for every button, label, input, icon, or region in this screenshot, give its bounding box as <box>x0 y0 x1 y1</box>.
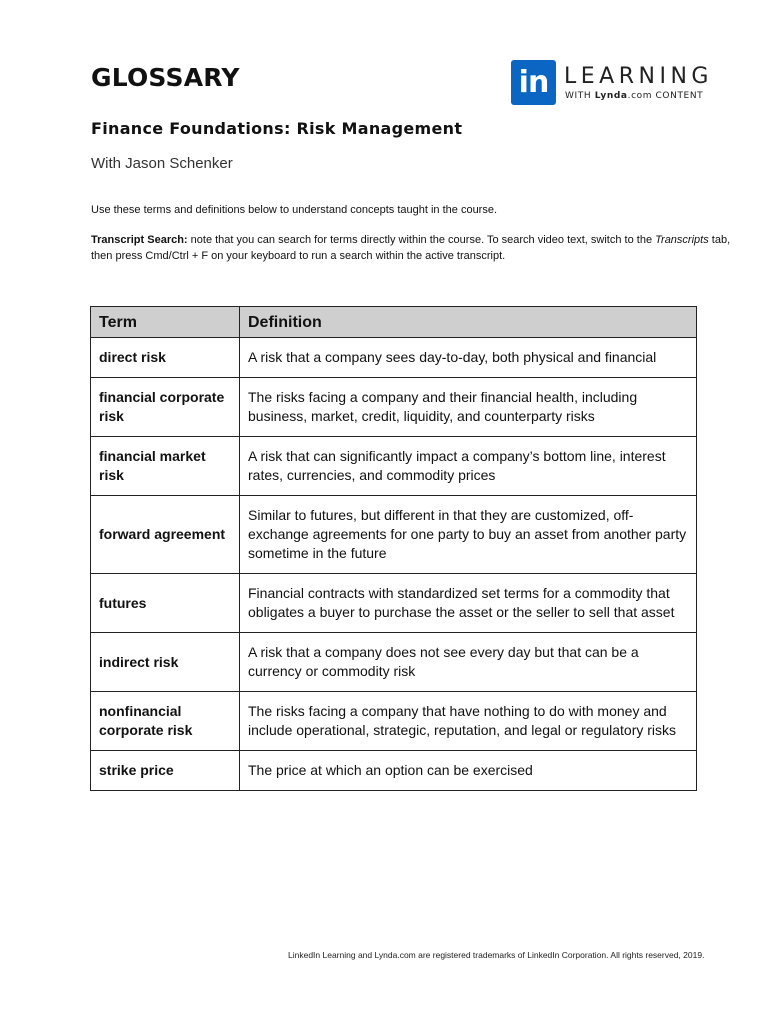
definition-cell: The risks facing a company and their financial health, including business, market, credit, liquidity, and counterparty risks <box>240 378 697 437</box>
transcript-text-before: note that you can search for terms directly within the course. To search video text, switch to the <box>187 234 656 246</box>
term-cell: strike price <box>91 751 240 791</box>
logo-wordmark: LEARNING <box>564 64 713 89</box>
column-header-term: Term <box>91 307 240 338</box>
table-row <box>91 496 697 574</box>
term-cell: financial corporate risk <box>91 378 240 437</box>
table-row <box>91 633 697 692</box>
table-row <box>91 751 697 791</box>
copyright-footer: LinkedIn Learning and Lynda.com are registered trademarks of LinkedIn Corporation. All rights reserved, 2019. <box>288 950 705 960</box>
term-cell: financial market risk <box>91 437 240 496</box>
page-title: GLOSSARY <box>91 63 240 92</box>
term-cell: direct risk <box>91 338 240 378</box>
table-row <box>91 378 697 437</box>
table-row <box>91 574 697 633</box>
term-cell: forward agreement <box>91 496 240 574</box>
logo-tagline-suffix: .com CONTENT <box>627 91 704 101</box>
table-row <box>91 692 697 751</box>
definition-cell: The risks facing a company that have nothing to do with money and include operational, strategic, reputation, and legal or regulatory risks <box>240 692 697 751</box>
table-row <box>91 437 697 496</box>
linkedin-learning-logo <box>511 60 711 106</box>
logo-tagline-brand: Lynda <box>594 91 628 101</box>
transcripts-tab-name: Transcripts <box>655 234 709 246</box>
course-title: Finance Foundations: Risk Management <box>91 119 463 138</box>
course-author: With Jason Schenker <box>91 155 233 172</box>
definition-cell: The price at which an option can be exercised <box>240 751 697 791</box>
logo-tagline-prefix: WITH <box>565 91 595 101</box>
definition-cell: A risk that can significantly impact a company’s bottom line, interest rates, currencies, and commodity prices <box>240 437 697 496</box>
linkedin-in-icon: in <box>511 60 556 105</box>
definition-cell: A risk that a company does not see every day but that can be a currency or commodity risk <box>240 633 697 692</box>
term-cell: indirect risk <box>91 633 240 692</box>
intro-text: Use these terms and definitions below to understand concepts taught in the course. <box>91 204 498 216</box>
transcript-text-after: tab, then press Cmd/Ctrl + F on your keyboard to run a search within the active transcript. <box>91 234 731 262</box>
table-header-row <box>91 307 697 338</box>
transcript-search-note <box>91 232 731 264</box>
definition-cell: Similar to futures, but different in that they are customized, off-exchange agreements for one party to buy an asset from another party sometime in the future <box>240 496 697 574</box>
logo-tagline <box>565 91 703 101</box>
table-row <box>91 338 697 378</box>
transcript-search-label: Transcript Search: <box>91 234 188 246</box>
definition-cell: Financial contracts with standardized set terms for a commodity that obligates a buyer to purchase the asset or the seller to sell that asset <box>240 574 697 633</box>
column-header-definition: Definition <box>240 307 697 338</box>
term-cell: futures <box>91 574 240 633</box>
term-cell: nonfinancial corporate risk <box>91 692 240 751</box>
glossary-table <box>90 306 697 791</box>
definition-cell: A risk that a company sees day-to-day, both physical and financial <box>240 338 697 378</box>
